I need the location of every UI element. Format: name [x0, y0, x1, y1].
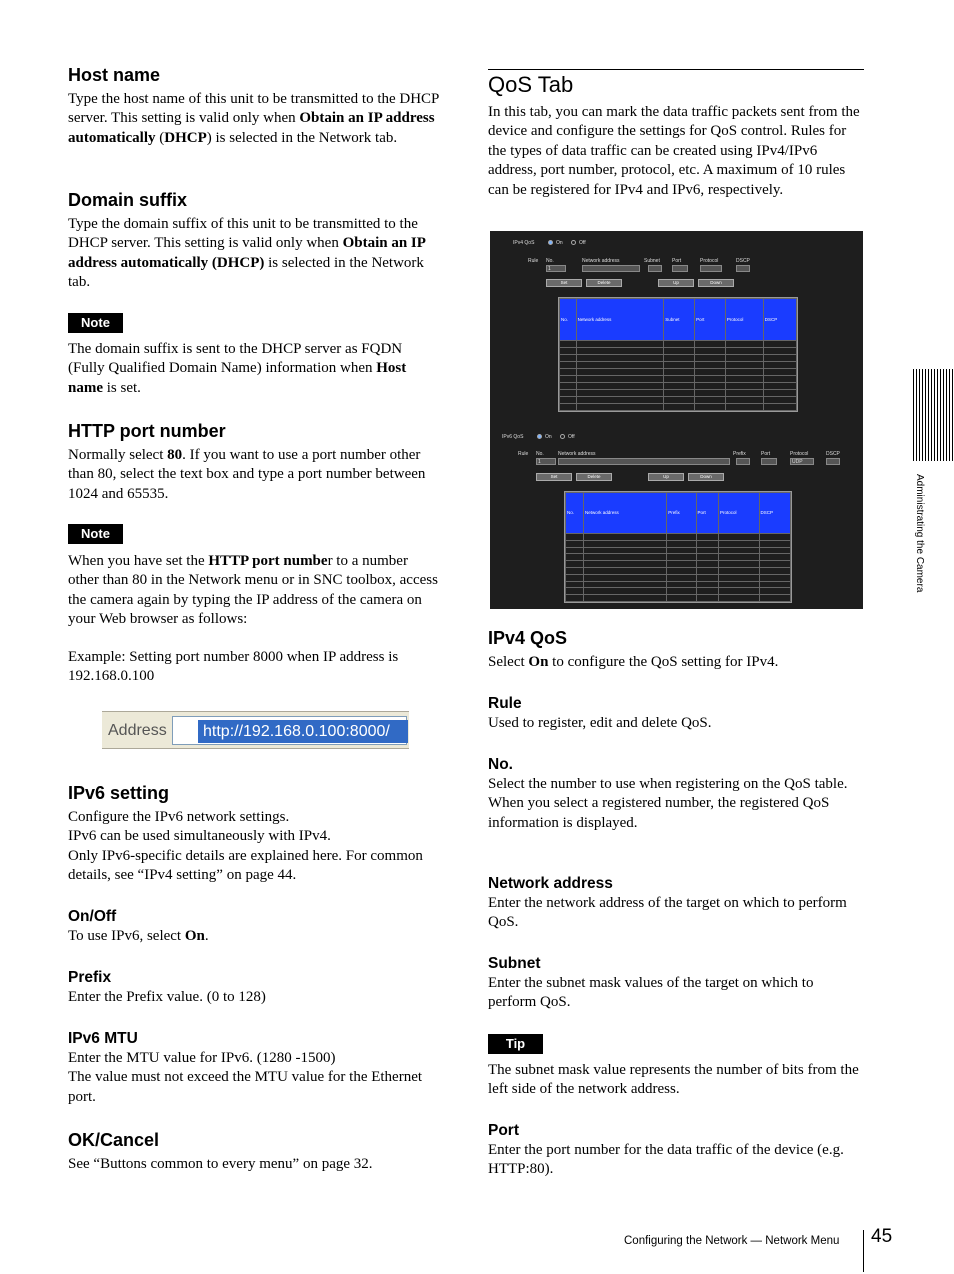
domain-suffix-note: The domain suffix is sent to the DHCP server as FQDN (Fully Qualified Domain Name) information when Host name is set. — [68, 341, 407, 396]
table-cell — [763, 348, 796, 355]
note-label: Note — [68, 524, 123, 544]
table-cell — [725, 376, 763, 383]
rule-text: Used to register, edit and delete QoS. — [488, 715, 712, 731]
table-cell — [695, 397, 726, 404]
subnet-text: Enter the subnet mask values of the target on which to perform QoS. — [488, 975, 814, 1011]
table-cell — [719, 595, 760, 602]
ipv6-field-port: Port — [761, 451, 771, 457]
table-cell — [566, 561, 584, 568]
ipv6-field-prefix: Prefix — [733, 451, 746, 457]
table-cell — [576, 341, 664, 348]
table-cell — [696, 567, 719, 574]
footer-section: Configuring the Network — Network Menu — [624, 1235, 840, 1247]
table-cell — [725, 390, 763, 397]
http-port-example: Example: Setting port number 8000 when IP address is 192.168.0.100 — [68, 649, 399, 685]
heading-port: Port — [488, 1122, 519, 1139]
ipv6-down-button[interactable]: Down — [688, 473, 724, 481]
ipv4-field-network: Network address — [582, 258, 620, 264]
ipv6-delete-button[interactable]: Delete — [576, 473, 612, 481]
ipv6-no-select[interactable]: 1 — [536, 458, 556, 465]
table-cell — [759, 595, 791, 602]
host-name-text: Type the host name of this unit to be transmitted to the DHCP server. This setting is valid only when Obtain an IP address automatically (DHCP) is selected in the Network tab. — [68, 91, 439, 146]
table-cell — [763, 362, 796, 369]
table-cell — [664, 369, 695, 376]
table-cell — [584, 588, 667, 595]
ipv4-port-input[interactable] — [672, 265, 688, 272]
ipv4-rule-table — [558, 297, 798, 412]
ipv4-down-button[interactable]: Down — [698, 279, 734, 287]
table-row[interactable] — [566, 595, 791, 602]
table-cell — [719, 561, 760, 568]
ok-cancel-text: See “Buttons common to every menu” on page 32. — [68, 1156, 373, 1172]
table-cell — [725, 355, 763, 362]
table-cell — [664, 348, 695, 355]
table-cell — [759, 547, 791, 554]
table-cell — [664, 397, 695, 404]
table-row[interactable] — [566, 533, 791, 540]
column-header: No. — [560, 299, 577, 341]
table-cell — [584, 554, 667, 561]
table-cell — [759, 567, 791, 574]
table-cell — [763, 369, 796, 376]
ipv6-off-radio[interactable] — [560, 434, 565, 439]
table-cell — [759, 581, 791, 588]
table-row[interactable] — [560, 404, 797, 411]
table-cell — [696, 595, 719, 602]
table-header-row — [566, 493, 791, 534]
heading-on-off: On/Off — [68, 908, 117, 925]
table-cell — [664, 341, 695, 348]
table-row[interactable] — [560, 397, 797, 404]
table-cell — [695, 348, 726, 355]
table-cell — [560, 369, 577, 376]
ipv6-on-radio[interactable] — [537, 434, 542, 439]
table-cell — [763, 376, 796, 383]
table-cell — [725, 341, 763, 348]
table-cell — [566, 595, 584, 602]
table-cell — [560, 355, 577, 362]
table-cell — [719, 588, 760, 595]
ipv4-rule-label: Rule — [528, 258, 539, 264]
heading-network-address: Network address — [488, 875, 613, 892]
ipv4-up-button[interactable]: Up — [658, 279, 694, 287]
table-cell — [667, 588, 696, 595]
table-row[interactable] — [560, 383, 797, 390]
table-header-row — [560, 299, 797, 341]
table-cell — [667, 567, 696, 574]
table-cell — [763, 397, 796, 404]
heading-prefix: Prefix — [68, 969, 112, 986]
qos-intro: In this tab, you can mark the data traffic packets sent from the device and configure the settings for QoS control. Rules for the types of data traffic can be created using IPv4/IPv6 address, port number, protocol, etc. A maximum of 10 rules can be registered for IPv4 and IPv6, respectively. — [488, 104, 860, 198]
table-cell — [696, 554, 719, 561]
table-cell — [725, 383, 763, 390]
table-cell — [695, 390, 726, 397]
ipv4-qos-label: IPv4 QoS — [513, 240, 535, 246]
table-cell — [719, 567, 760, 574]
column-header: Subnet — [664, 299, 695, 341]
table-cell — [725, 348, 763, 355]
table-cell — [696, 533, 719, 540]
ipv6-port-input[interactable] — [761, 458, 777, 465]
ipv4-set-button[interactable]: Set — [546, 279, 582, 287]
ipv6-set-button[interactable]: Set — [536, 473, 572, 481]
ipv4-off-label: Off — [579, 240, 586, 246]
heading-http-port: HTTP port number — [68, 421, 226, 441]
table-cell — [695, 376, 726, 383]
table-cell — [576, 383, 664, 390]
table-row[interactable] — [566, 588, 791, 595]
table-cell — [725, 397, 763, 404]
table-row[interactable] — [560, 376, 797, 383]
table-cell — [664, 355, 695, 362]
ipv4-field-protocol: Protocol — [700, 258, 719, 264]
table-cell — [695, 404, 726, 411]
ipv6-field-network: Network address — [558, 451, 596, 457]
ipv6-field-no: No. — [536, 451, 544, 457]
table-cell — [584, 540, 667, 547]
table-cell — [667, 547, 696, 554]
ipv6-field-protocol: Protocol — [790, 451, 809, 457]
http-port-note: When you have set the HTTP port number to a number other than 80 in the Network menu or in SNC toolbox, access the camera again by typing the IP address of the camera on your Web browser as follows: — [68, 553, 438, 628]
ipv4-dscp-input[interactable] — [736, 265, 750, 272]
tip-label: Tip — [488, 1034, 543, 1054]
ipv4-field-port: Port — [672, 258, 682, 264]
table-cell — [576, 404, 664, 411]
table-cell — [560, 376, 577, 383]
table-cell — [664, 390, 695, 397]
table-cell — [763, 390, 796, 397]
ipv6-dscp-input[interactable] — [826, 458, 840, 465]
ipv6-rule-table — [564, 491, 792, 603]
table-cell — [584, 595, 667, 602]
heading-ipv6-setting: IPv6 setting — [68, 783, 170, 803]
table-cell — [566, 547, 584, 554]
prefix-text: Enter the Prefix value. (0 to 128) — [68, 989, 266, 1005]
table-cell — [696, 547, 719, 554]
ipv6-on-label: On — [545, 434, 552, 440]
table-cell — [566, 533, 584, 540]
table-row[interactable] — [560, 355, 797, 362]
table-cell — [763, 341, 796, 348]
no-text: Select the number to use when registering on the QoS table. When you select a registered number, the registered QoS information is displayed. — [488, 776, 848, 831]
table-cell — [725, 404, 763, 411]
ipv6-mtu-text: Enter the MTU value for IPv6. (1280 -1500) The value must not exceed the MTU value for the Ethernet port. — [68, 1050, 423, 1105]
ipv6-field-dscp: DSCP — [826, 451, 840, 457]
table-cell — [560, 404, 577, 411]
ipv4-off-radio[interactable] — [571, 240, 576, 245]
ipv4-field-subnet: Subnet — [644, 258, 660, 264]
ipv6-prefix-input[interactable] — [736, 458, 750, 465]
table-cell — [759, 561, 791, 568]
table-row[interactable] — [560, 341, 797, 348]
table-cell — [584, 574, 667, 581]
ipv6-off-label: Off — [568, 434, 575, 440]
heading-rule: Rule — [488, 695, 522, 712]
table-cell — [560, 383, 577, 390]
table-cell — [725, 369, 763, 376]
table-cell — [584, 533, 667, 540]
address-label: Address — [108, 722, 167, 739]
table-row[interactable] — [560, 390, 797, 397]
table-cell — [576, 376, 664, 383]
table-cell — [584, 561, 667, 568]
table-cell — [667, 554, 696, 561]
qos-settings-screenshot — [490, 231, 863, 609]
table-row[interactable] — [566, 581, 791, 588]
port-text: Enter the port number for the data traffic of the device (e.g. HTTP:80). — [488, 1142, 844, 1178]
table-cell — [696, 540, 719, 547]
table-cell — [763, 404, 796, 411]
table-cell — [560, 348, 577, 355]
table-cell — [566, 581, 584, 588]
table-cell — [667, 533, 696, 540]
table-cell — [560, 362, 577, 369]
table-cell — [576, 390, 664, 397]
domain-suffix-text: Type the domain suffix of this unit to be transmitted to the DHCP server. This setting is valid only when Obtain an IP address automatically (DHCP) is selected in the Network tab. — [68, 216, 426, 291]
table-cell — [695, 383, 726, 390]
table-row[interactable] — [560, 348, 797, 355]
table-cell — [763, 383, 796, 390]
ipv4-delete-button[interactable]: Delete — [586, 279, 622, 287]
table-cell — [695, 355, 726, 362]
table-cell — [667, 540, 696, 547]
table-row[interactable] — [560, 369, 797, 376]
table-cell — [695, 362, 726, 369]
column-header: Network address — [584, 493, 667, 534]
column-header: DSCP — [759, 493, 791, 534]
ipv4-qos-text: Select On to configure the QoS setting for IPv4. — [488, 654, 779, 670]
table-cell — [759, 540, 791, 547]
ipv4-on-radio[interactable] — [548, 240, 553, 245]
table-cell — [759, 533, 791, 540]
table-cell — [560, 390, 577, 397]
table-cell — [667, 574, 696, 581]
table-cell — [719, 533, 760, 540]
ipv4-on-label: On — [556, 240, 563, 246]
ipv6-rule-label: Rule — [518, 451, 529, 457]
network-address-text: Enter the network address of the target on which to perform QoS. — [488, 895, 847, 931]
on-off-text: To use IPv6, select On. — [68, 928, 209, 944]
page-title: QoS Tab — [488, 69, 864, 98]
heading-host-name: Host name — [68, 65, 161, 85]
column-header: Protocol — [719, 493, 760, 534]
table-row[interactable] — [566, 561, 791, 568]
browser-address-bar — [102, 711, 409, 749]
table-row[interactable] — [566, 574, 791, 581]
footer-divider — [863, 1230, 864, 1272]
table-cell — [719, 581, 760, 588]
table-cell — [667, 561, 696, 568]
column-header: Protocol — [725, 299, 763, 341]
column-header: Network address — [576, 299, 664, 341]
ipv6-up-button[interactable]: Up — [648, 473, 684, 481]
table-cell — [719, 554, 760, 561]
table-cell — [696, 574, 719, 581]
table-cell — [576, 362, 664, 369]
column-header: Port — [695, 299, 726, 341]
table-cell — [759, 554, 791, 561]
table-cell — [560, 341, 577, 348]
table-cell — [566, 567, 584, 574]
table-row[interactable] — [566, 567, 791, 574]
heading-ipv6-mtu: IPv6 MTU — [68, 1030, 138, 1047]
table-row[interactable] — [560, 362, 797, 369]
table-cell — [566, 574, 584, 581]
table-cell — [719, 540, 760, 547]
table-cell — [725, 362, 763, 369]
heading-subnet: Subnet — [488, 955, 541, 972]
ipv6-qos-label: IPv6 QoS — [502, 434, 524, 440]
table-cell — [696, 588, 719, 595]
table-cell — [719, 574, 760, 581]
table-cell — [667, 581, 696, 588]
column-header: Prefix — [667, 493, 696, 534]
ipv4-network-input[interactable] — [582, 265, 640, 272]
page-number: 45 — [871, 1226, 893, 1247]
heading-ipv4-qos: IPv4 QoS — [488, 628, 568, 648]
table-cell — [584, 567, 667, 574]
heading-domain-suffix: Domain suffix — [68, 190, 188, 210]
ipv4-no-select[interactable]: 1 — [546, 265, 566, 272]
table-cell — [664, 404, 695, 411]
http-port-text: Normally select 80. If you want to use a port number other than 80, select the text box and type a port number between 1024 and 65535. — [68, 447, 426, 502]
heading-no: No. — [488, 756, 513, 773]
table-row[interactable] — [566, 554, 791, 561]
table-cell — [576, 348, 664, 355]
table-cell — [763, 355, 796, 362]
table-cell — [759, 574, 791, 581]
ipv6-setting-text: Configure the IPv6 network settings. IPv6 can be used simultaneously with IPv4. Only IPv6-specific details are explained here. For common details, see “IPv4 setting” on page 44. — [68, 809, 423, 884]
table-cell — [576, 397, 664, 404]
subnet-tip: The subnet mask value represents the number of bits from the left side of the network address. — [488, 1062, 859, 1098]
table-row[interactable] — [566, 540, 791, 547]
table-cell — [696, 561, 719, 568]
table-cell — [584, 581, 667, 588]
ipv4-field-dscp: DSCP — [736, 258, 750, 264]
table-row[interactable] — [566, 547, 791, 554]
ipv4-subnet-input[interactable] — [648, 265, 662, 272]
column-header: No. — [566, 493, 584, 534]
table-cell — [566, 554, 584, 561]
table-cell — [695, 341, 726, 348]
column-header: DSCP — [763, 299, 796, 341]
table-cell — [664, 362, 695, 369]
table-cell — [667, 595, 696, 602]
table-cell — [695, 369, 726, 376]
ipv4-field-no: No. — [546, 258, 554, 264]
table-cell — [566, 588, 584, 595]
table-cell — [566, 540, 584, 547]
table-cell — [584, 547, 667, 554]
address-url: http://192.168.0.100:8000/ — [198, 720, 408, 743]
table-cell — [696, 581, 719, 588]
side-tab-label: Administrating the Camera — [914, 474, 925, 593]
table-cell — [664, 376, 695, 383]
note-label: Note — [68, 313, 123, 333]
section-thumb-tab — [913, 369, 954, 461]
table-cell — [576, 355, 664, 362]
ipv6-protocol-select[interactable]: UDP — [790, 458, 814, 465]
table-cell — [560, 397, 577, 404]
table-cell — [664, 383, 695, 390]
ipv6-network-input[interactable] — [558, 458, 730, 465]
table-cell — [759, 588, 791, 595]
table-cell — [719, 547, 760, 554]
column-header: Port — [696, 493, 719, 534]
heading-ok-cancel: OK/Cancel — [68, 1130, 160, 1150]
table-cell — [576, 369, 664, 376]
ipv4-protocol-select[interactable] — [700, 265, 722, 272]
